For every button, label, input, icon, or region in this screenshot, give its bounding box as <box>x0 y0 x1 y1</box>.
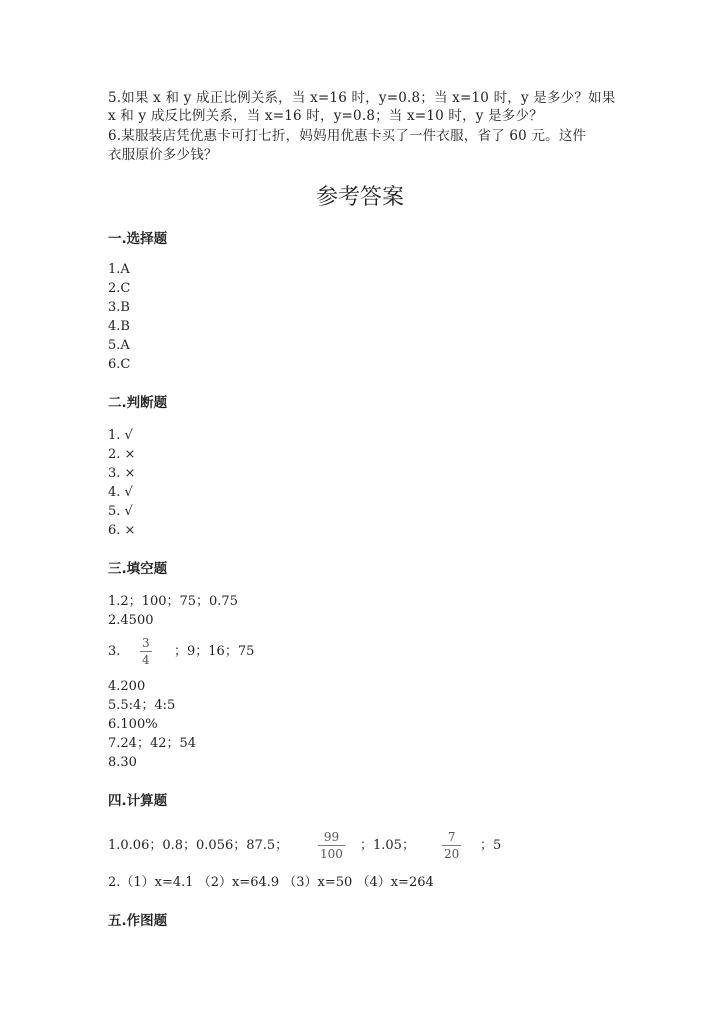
answer-item: 6.C <box>108 357 131 372</box>
answer-item-prefix: 1.0.06；0.8；0.056；87.5； <box>108 838 289 853</box>
question-6-line-1: 6.某服装店凭优惠卡可打七折，妈妈用优惠卡买了一件衣服，省了 60 元。这件 <box>108 128 587 144</box>
answer-item: 2.C <box>108 281 131 296</box>
answer-item: 3. × <box>108 466 136 481</box>
question-6-line-2: 衣服原价多少钱？ <box>108 147 218 163</box>
answer-item: 2.（1）x=4.1 （2）x=64.9 （3）x=50 （4）x=264 <box>108 875 434 890</box>
answer-key-title: 参考答案 <box>315 185 404 210</box>
answer-item: 8.30 <box>108 755 137 770</box>
answer-item: 1. √ <box>108 428 133 443</box>
answer-item: 1.A <box>108 262 130 277</box>
fraction-denominator: 4 <box>142 653 150 667</box>
answer-item: 4.200 <box>108 679 146 694</box>
answer-item-suffix: ；9；16；75 <box>174 644 255 659</box>
answer-item: 3.B <box>108 300 130 315</box>
section-heading-judgement: 二.判断题 <box>108 395 168 411</box>
answer-item: 2. × <box>108 447 136 462</box>
section-heading-choice: 一.选择题 <box>108 231 168 247</box>
fraction-numerator: 99 <box>323 830 340 844</box>
fraction-numerator: 7 <box>447 830 456 844</box>
fraction <box>442 830 461 861</box>
answer-item: 1.2；100；75；0.75 <box>108 594 238 609</box>
answer-item: 5.5:4；4:5 <box>108 698 176 713</box>
answer-item: 5. √ <box>108 504 133 519</box>
fraction-numerator: 3 <box>142 636 150 650</box>
fraction <box>318 830 345 861</box>
question-5-line-2: x 和 y 成反比例关系，当 x=16 时，y=0.8；当 x=10 时，y 是多少？ <box>108 108 543 124</box>
question-5-line-1: 5.如果 x 和 y 成正比例关系，当 x=16 时，y=0.8；当 x=10 时，y 是多少？如果 <box>108 90 616 106</box>
section-heading-fill-blank: 三.填空题 <box>108 561 168 577</box>
section-heading-calculation: 四.计算题 <box>108 793 168 809</box>
answer-item: 7.24；42；54 <box>108 736 197 751</box>
fraction-bar <box>442 845 461 846</box>
answer-item-suffix: ；5 <box>480 838 502 853</box>
fraction-bar <box>140 651 152 652</box>
answer-item: 5.A <box>108 338 130 353</box>
fraction <box>140 636 152 667</box>
section-heading-drawing: 五.作图题 <box>108 913 168 929</box>
answer-item: 4. √ <box>108 485 133 500</box>
answer-item-prefix: 3. <box>108 644 121 659</box>
fraction-bar <box>318 845 345 846</box>
fraction-denominator: 20 <box>444 847 460 861</box>
answer-item: 4.B <box>108 319 130 334</box>
answer-item: 6. × <box>108 523 136 538</box>
fraction-denominator: 100 <box>320 847 343 861</box>
answer-item-middle: ；1.05； <box>360 838 415 853</box>
answer-item: 2.4500 <box>108 613 154 628</box>
answer-item: 6.100% <box>108 717 158 732</box>
